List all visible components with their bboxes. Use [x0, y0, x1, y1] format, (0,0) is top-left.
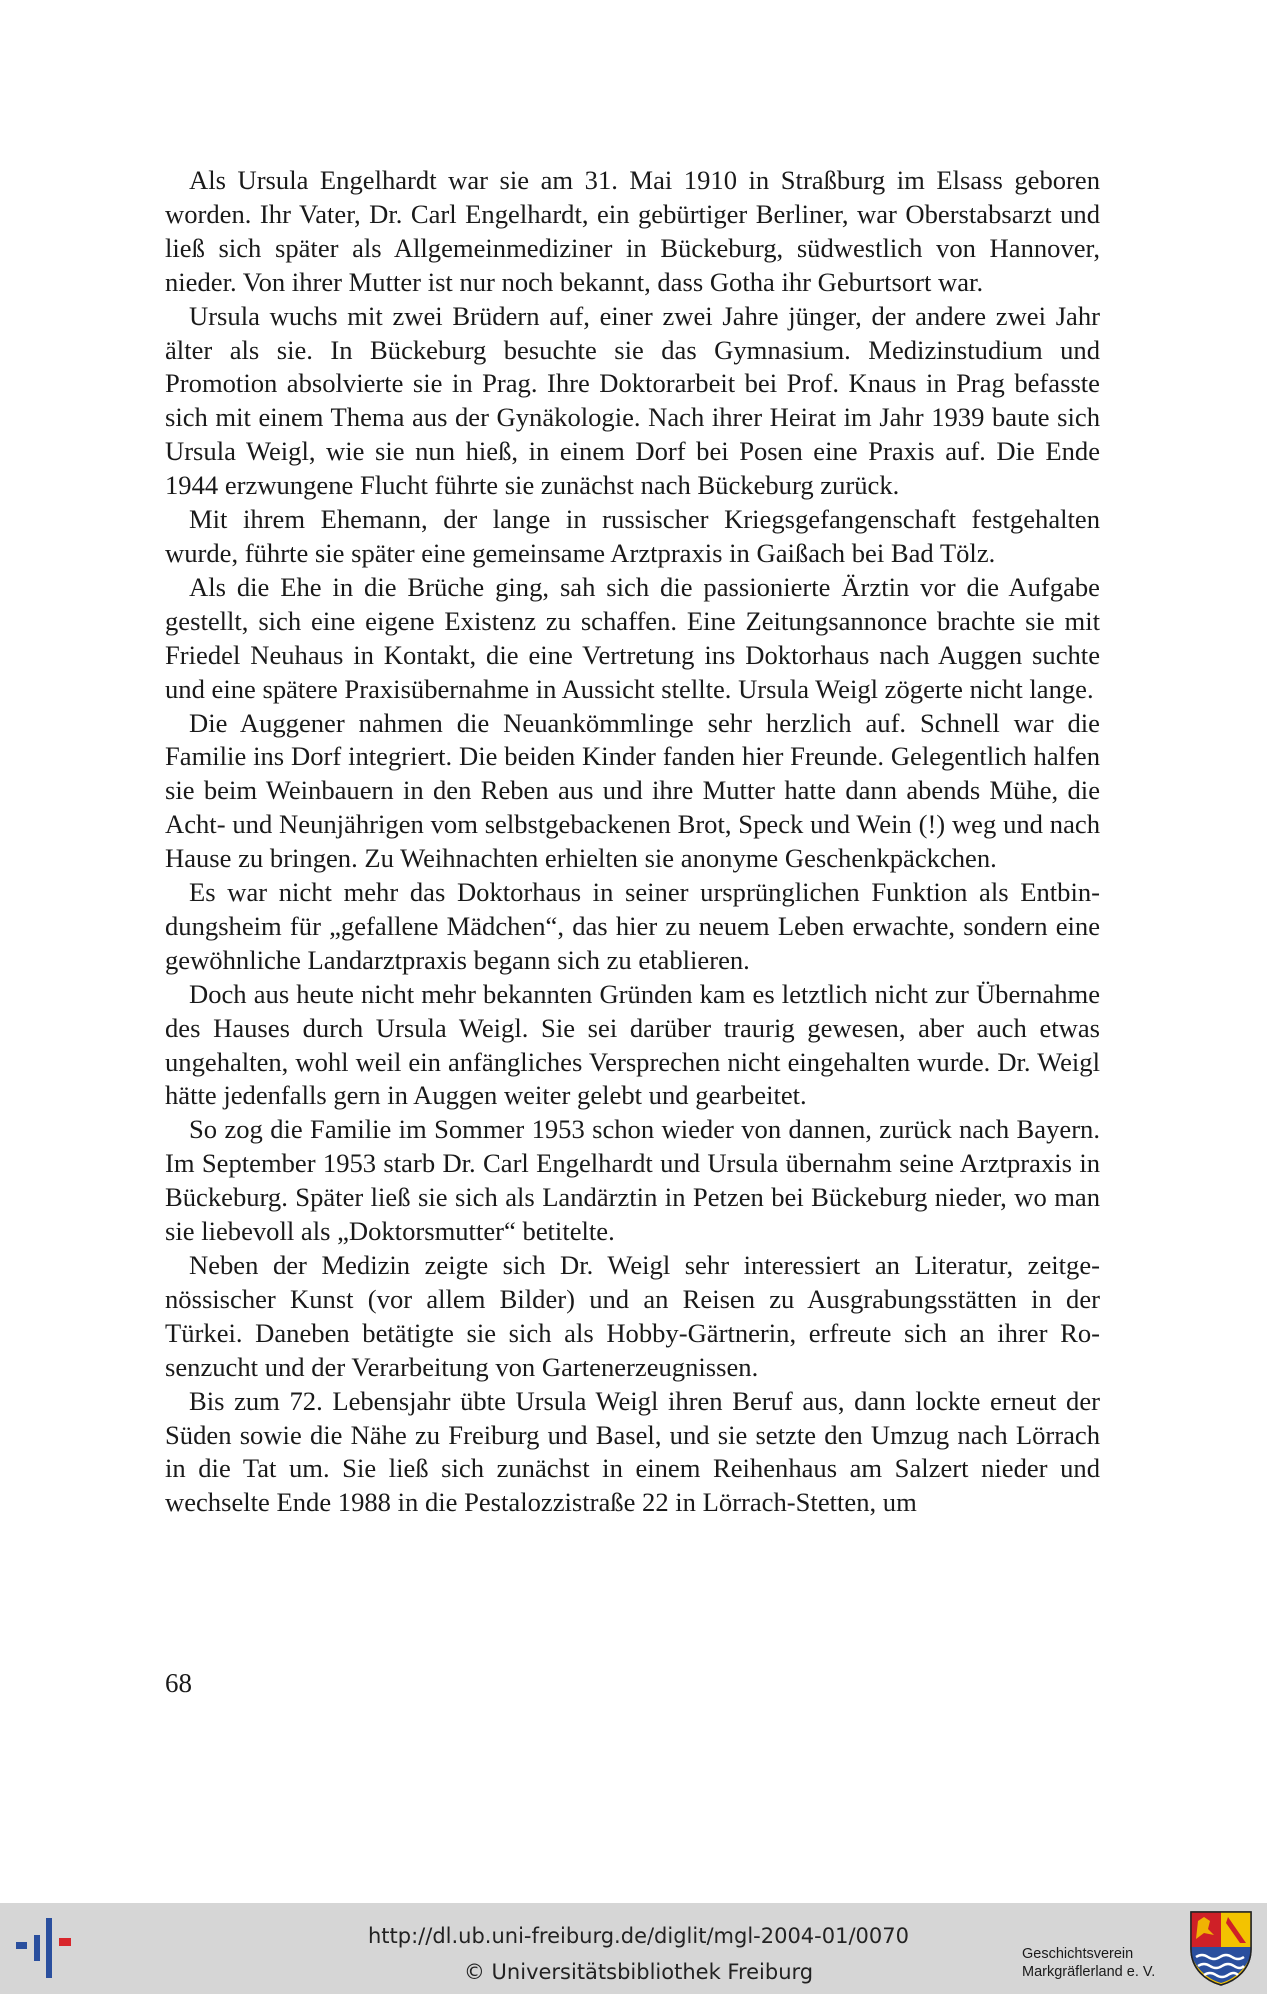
paragraph: Es war nicht mehr das Doktorhaus in seiner ursprünglichen Funktion als Entbindungsheim für „gefallene Mädchen“, das hier zu neuem Leben erwachte, sondern eine gewöhnliche Landarztpraxis begann sich zu etablieren. [165, 877, 1100, 975]
page-number: 68 [165, 1668, 192, 1698]
paragraph: Neben der Medizin zeigte sich Dr. Weigl sehr interessiert an Literatur, zeitgenössischer Kunst (vor allem Bilder) und an Reisen zu Ausgrabungsstätten in der Türkei. Daneben betätigte sie sich als Hobby-Gärtnerin, erfreute sich an ihrer Rosenzucht und der Verarbeitung von Gartenerzeugnissen. [165, 1250, 1100, 1382]
paragraph: Ursula wuchs mit zwei Brüdern auf, einer zwei Jahre jünger, der andere zwei Jahr älter als sie. In Bückeburg besuchte sie das Gymnasium. Medizinstudium und Promotion absolvierte sie in Prag. Ihre Doktorarbeit bei Prof. Knaus in Prag befasste sich mit einem Thema aus der Gynäkologie. Nach ihrer Heirat im Jahr 1939 baute sich Ursula Weigl, wie sie nun hieß, in einem Dorf bei Posen eine Praxis auf. Die Ende 1944 erzwungene Flucht führte sie zunächst nach Bückeburg zurück. [165, 300, 1100, 501]
org-name-line1: Geschichtsverein [1022, 1946, 1134, 1962]
paragraph: Bis zum 72. Lebensjahr übte Ursula Weigl ihren Beruf aus, dann lockte erneut der Süden sowie die Nähe zu Freiburg und Basel, und sie setzte den Umzug nach Lörrach in die Tat um. Sie ließ sich zunächst in einem Reihenhaus am Salzert nieder und wechselte Ende 1988 in die Pestalozzistraße 22 in Lörrach-Stetten, um [165, 1385, 1100, 1518]
paragraph: Als die Ehe in die Brüche ging, sah sich die passionierte Ärztin vor die Aufgabe gestellt, sich eine eigene Existenz zu schaffen. Eine Zeitungsannonce brachte sie mit Friedel Neuhaus in Kontakt, die eine Vertretung ins Doktorhaus nach Auggen suchte und eine spätere Praxisübernahme in Aussicht stellte. Ursula Weigl zögerte nicht lange. [165, 571, 1100, 704]
paragraph: Mit ihrem Ehemann, der lange in russischer Kriegsgefangenschaft festgehalten wurde, führte sie später eine gemeinsame Arztpraxis in Gaißach bei Bad Tölz. [165, 504, 1100, 568]
paragraph: Als Ursula Engelhardt war sie am 31. Mai 1910 in Straßburg im Elsass geboren worden. Ihr Vater, Dr. Carl Engelhardt, ein gebürtiger Berliner, war Oberstabsarzt und ließ sich später als Allgemeinmediziner in Bückeburg, südwestlich von Hannover, nieder. Von ihrer Mutter ist nur noch bekannt, dass Gotha ihr Geburtsort war. [165, 165, 1100, 297]
footer-organization [1022, 1945, 1155, 1981]
org-name-line2: Markgräflerland e. V. [1022, 1964, 1156, 1980]
paragraph: Die Auggener nahmen die Neuankömmlinge sehr herzlich auf. Schnell war die Familie ins Dorf integriert. Die beiden Kinder fanden hier Freunde. Gelegentlich halfen sie beim Weinbauern in den Reben aus und ihre Mutter hatte dann abends Mühe, die Acht- und Neunjährigen vom selbstgebackenen Brot, Speck und Wein (!) weg und nach Hause zu bringen. Zu Weihnachten erhielten sie anonyme Geschenkpäckchen. [165, 707, 1100, 874]
paragraph: So zog die Familie im Sommer 1953 schon wieder von dannen, zurück nach Bayern. Im September 1953 starb Dr. Carl Engelhardt und Ursula übernahm seine Arztpraxis in Bückeburg. Später ließ sie sich als Landärztin in Petzen bei Bückeburg nieder, wo man sie liebevoll als „Doktorsmutter“ betitelte. [165, 1114, 1100, 1247]
body-text [165, 164, 1100, 1520]
footer-copyright: © Universitätsbibliothek Freiburg [463, 1960, 814, 1984]
footer-url-link[interactable]: http://dl.ub.uni-freiburg.de/diglit/mgl-2004-01/0070 [367, 1924, 909, 1948]
coat-of-arms-icon [1188, 1909, 1254, 1987]
paragraph: Doch aus heute nicht mehr bekannten Gründen kam es letztlich nicht zur Übernahme des Hauses durch Ursula Weigl. Sie sei darüber traurig gewesen, aber auch etwas ungehalten, wohl weil ein anfängliches Versprechen nicht eingehalten wurde. Dr. Weigl hätte jedenfalls gern in Auggen weiter gelebt und gearbeitet. [165, 978, 1100, 1111]
